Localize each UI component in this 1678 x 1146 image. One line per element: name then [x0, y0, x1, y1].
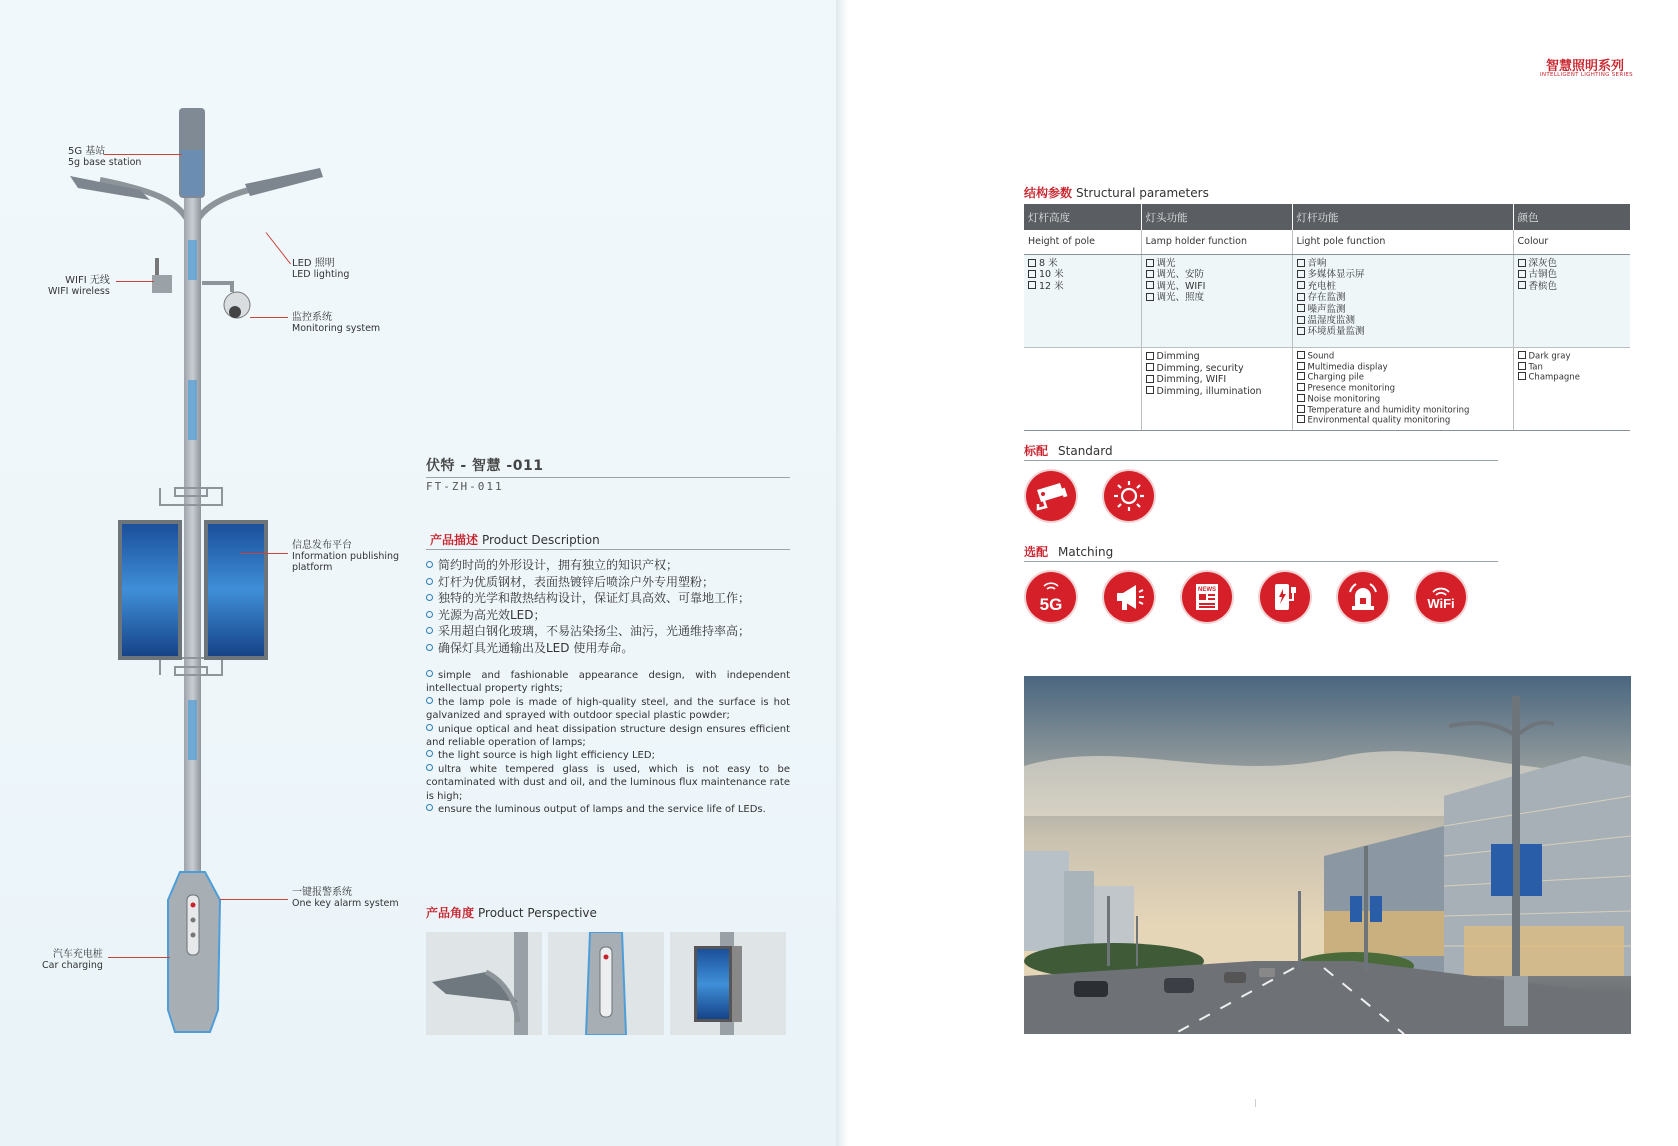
- callout-charging: [42, 949, 103, 971]
- table-cell: [1513, 348, 1630, 431]
- callout-line: [220, 899, 288, 900]
- table-header: 灯杆功能: [1292, 204, 1513, 230]
- option-item: Presence monitoring: [1297, 383, 1509, 394]
- callout-en: Information publishing: [292, 551, 400, 562]
- option-item: 古铜色: [1518, 269, 1627, 280]
- table-subheader: Colour: [1513, 230, 1630, 255]
- heading-zh: 产品角度: [426, 906, 475, 920]
- option-item: Dimming, WIFI: [1146, 374, 1288, 386]
- heading-zh: 标配: [1024, 444, 1049, 458]
- thumbnail-lamp-head: [426, 932, 542, 1035]
- 5g-icon: [1026, 572, 1076, 622]
- callout-en: Monitoring system: [292, 323, 381, 334]
- heading-en: Standard: [1058, 444, 1113, 458]
- callout-zh: 汽车充电桩: [52, 949, 103, 960]
- option-item: 环境质量监测: [1297, 326, 1509, 337]
- heading-en: Product Description: [482, 533, 600, 547]
- callout-en: platform: [292, 562, 333, 573]
- table-cell: [1024, 255, 1141, 348]
- callout-wifi: [48, 275, 110, 297]
- option-item: Dimming, illumination: [1146, 386, 1288, 398]
- option-item: Dimming: [1146, 351, 1288, 363]
- callout-zh: LED 照明: [292, 258, 335, 269]
- table-row: [1024, 255, 1630, 348]
- list-item: unique optical and heat dissipation structure design ensures efficient and reliable operation of lamps;: [426, 723, 790, 749]
- table-header: 灯杆高度: [1024, 204, 1141, 230]
- list-item: the lamp pole is made of high-quality steel, and the surface is hot galvanized and sprayed with outdoor special plastic powder;: [426, 696, 790, 722]
- callout-zh: 信息发布平台: [292, 540, 352, 551]
- heading-en: Matching: [1058, 545, 1114, 559]
- list-item: simple and fashionable appearance design, with independent intellectual property rights;: [426, 670, 790, 695]
- list-item: 灯杆为优质钢材，表面热镀锌后喷涂户外专用塑粉；: [426, 574, 798, 591]
- thumbnail-screen: [670, 932, 786, 1035]
- option-item: Dark gray: [1518, 351, 1627, 362]
- wifi-label: WiFi: [1427, 596, 1455, 611]
- callout-zh: WIFI 无线: [65, 275, 110, 286]
- heading-zh: 产品描述: [430, 533, 479, 547]
- callout-zh: 5G 基站: [68, 146, 106, 157]
- alarm-icon: [1338, 572, 1388, 622]
- page-fold: [836, 0, 848, 1146]
- product-title: 伏特 - 智慧 -011: [426, 458, 544, 474]
- smart-pole-illustration: [0, 100, 340, 1040]
- charger-icon: [1260, 572, 1310, 622]
- callout-en: 5g base station: [68, 157, 142, 168]
- table-header-row: [1024, 204, 1630, 230]
- thumbnail-base: [548, 932, 664, 1035]
- series-subtitle: INTELLIGENT LIGHTING SERIES: [1540, 72, 1633, 78]
- callout-alarm: [292, 887, 399, 909]
- table-row: [1024, 348, 1630, 431]
- product-code: FT-ZH-011: [426, 480, 504, 493]
- structural-parameters-table: [1024, 204, 1630, 431]
- heading-zh: 选配: [1024, 545, 1049, 559]
- option-item: 噪声监测: [1297, 304, 1509, 315]
- table-cell: [1141, 255, 1292, 348]
- light-icon: [1104, 471, 1154, 521]
- callout-zh: 一键报警系统: [292, 887, 352, 898]
- option-item: 调光、照度: [1146, 292, 1288, 303]
- table-cell: [1024, 348, 1141, 431]
- speaker-icon: [1104, 572, 1154, 622]
- callout-monitor: [292, 312, 380, 334]
- callout-en: LED lighting: [292, 269, 350, 280]
- option-item: 多媒体显示屏: [1297, 269, 1509, 280]
- description-zh-list: [426, 557, 798, 657]
- option-item: Noise monitoring: [1297, 394, 1509, 405]
- street-scene-photo: [1024, 676, 1631, 1034]
- option-item: 调光、WIFI: [1146, 281, 1288, 292]
- description-heading: [430, 531, 600, 548]
- list-item: the light source is high light efficiency LED;: [426, 749, 790, 762]
- table-subheader: Lamp holder function: [1141, 230, 1292, 255]
- table-subheader: Height of pole: [1024, 230, 1141, 255]
- divider: [426, 477, 790, 478]
- list-item: ultra white tempered glass is used, which is not easy to be contaminated with dust and oil, and the luminous flux maintenance rate is high;: [426, 763, 790, 802]
- callout-line: [250, 317, 288, 318]
- table-cell: [1292, 255, 1513, 348]
- option-item: Multimedia display: [1297, 362, 1509, 373]
- callout-base-station: [68, 146, 141, 168]
- callout-line: [240, 553, 288, 554]
- table-subheader: Light pole function: [1292, 230, 1513, 255]
- option-item: 调光: [1146, 258, 1288, 269]
- option-item: Tan: [1518, 362, 1627, 373]
- callout-en: One key alarm system: [292, 898, 399, 909]
- wifi-icon: [1416, 572, 1466, 622]
- 5g-label: 5G: [1039, 595, 1063, 614]
- standard-heading: [1024, 442, 1113, 459]
- heading-zh: 结构参数: [1024, 186, 1073, 200]
- option-item: Charging pile: [1297, 372, 1509, 383]
- option-item: Dimming, security: [1146, 363, 1288, 375]
- callout-led: [292, 258, 349, 280]
- camera-icon: [1026, 471, 1076, 521]
- table-cell: [1513, 255, 1630, 348]
- table-subheader-row: [1024, 230, 1630, 255]
- list-item: 采用超白钢化玻璃，不易沾染扬尘、油污，光通维持率高；: [426, 623, 798, 640]
- series-title: 智慧照明系列: [1546, 59, 1625, 74]
- perspective-heading: [426, 904, 597, 921]
- divider: [426, 549, 790, 550]
- list-item: 光源为高光效LED；: [426, 607, 798, 624]
- callout-info-platform: [292, 540, 399, 573]
- option-item: Temperature and humidity monitoring: [1297, 405, 1509, 416]
- divider: [1024, 460, 1498, 461]
- table-header: 灯头功能: [1141, 204, 1292, 230]
- list-item: ensure the luminous output of lamps and the service life of LEDs.: [426, 803, 790, 816]
- list-item: 确保灯具光通输出及LED 使用寿命。: [426, 640, 798, 657]
- option-item: 12 米: [1028, 281, 1137, 292]
- option-item: 香槟色: [1518, 281, 1627, 292]
- heading-en: Product Perspective: [478, 906, 597, 920]
- divider: [1024, 561, 1498, 562]
- option-item: 充电桩: [1297, 281, 1509, 292]
- description-en-list: [426, 669, 790, 816]
- option-item: 8 米: [1028, 258, 1137, 269]
- callout-line: [116, 281, 154, 282]
- news-label: NEWS: [1198, 587, 1216, 593]
- structural-heading: [1024, 184, 1209, 201]
- option-item: Sound: [1297, 351, 1509, 362]
- option-item: 音响: [1297, 258, 1509, 269]
- news-icon: [1182, 572, 1232, 622]
- option-item: 存在监测: [1297, 292, 1509, 303]
- option-item: 10 米: [1028, 269, 1137, 280]
- callout-en: Car charging: [42, 960, 103, 971]
- table-cell: [1292, 348, 1513, 431]
- page-marker: |: [1254, 1098, 1257, 1107]
- callout-line: [108, 957, 170, 958]
- option-item: 温湿度监测: [1297, 315, 1509, 326]
- callout-en: WIFI wireless: [48, 286, 110, 297]
- list-item: 独特的光学和散热结构设计，保证灯具高效、可靠地工作；: [426, 590, 798, 607]
- matching-heading: [1024, 543, 1113, 560]
- heading-en: Structural parameters: [1076, 186, 1209, 200]
- option-item: Environmental quality monitoring: [1297, 415, 1509, 426]
- table-cell: [1141, 348, 1292, 431]
- table-header: 颜色: [1513, 204, 1630, 230]
- option-item: 调光、安防: [1146, 269, 1288, 280]
- callout-zh: 监控系统: [292, 312, 332, 323]
- option-item: Champagne: [1518, 372, 1627, 383]
- option-item: 深灰色: [1518, 258, 1627, 269]
- list-item: 简约时尚的外形设计，拥有独立的知识产权；: [426, 557, 798, 574]
